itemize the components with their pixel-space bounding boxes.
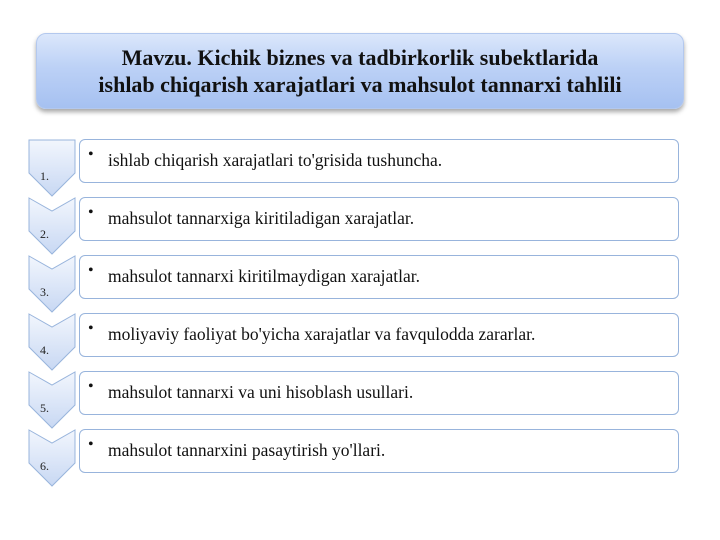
step-number: 4. (40, 343, 49, 357)
step-number: 6. (40, 459, 49, 473)
step-row-6 (0, 429, 720, 487)
bullet-icon: • (88, 378, 94, 395)
step-row-3 (0, 255, 720, 313)
step-text: ishlab chiqarish xarajatlari to'grisida tushuncha. (108, 150, 443, 170)
step-box (79, 371, 679, 415)
chevron-shape-3 (28, 255, 76, 313)
title-line-2: ishlab chiqarish xarajatlari va mahsulot tannarxi tahlili (98, 72, 622, 97)
chevron-shape-1 (28, 139, 76, 197)
bullet-icon: • (88, 262, 94, 279)
step-number: 1. (40, 169, 49, 183)
step-row-4 (0, 313, 720, 371)
bullet-icon: • (88, 146, 94, 163)
chevron-shape-2 (28, 197, 76, 255)
slide-title (98, 44, 621, 98)
bullet-icon: • (88, 204, 94, 221)
step-text: mahsulot tannarxiga kiritiladigan xarajatlar. (108, 208, 415, 228)
chevron-shape-5 (28, 371, 76, 429)
title-box (36, 33, 684, 109)
step-number: 2. (40, 227, 49, 241)
bullet-icon: • (88, 320, 94, 337)
step-box (79, 429, 679, 473)
step-text: mahsulot tannarxi va uni hisoblash usullari. (108, 382, 414, 402)
chevron-shape-6 (28, 429, 76, 487)
step-box (79, 313, 679, 357)
bullet-icon: • (88, 436, 94, 453)
step-box (79, 197, 679, 241)
step-number: 5. (40, 401, 49, 415)
step-row-2 (0, 197, 720, 255)
step-number: 3. (40, 285, 49, 299)
chevron-shape-4 (28, 313, 76, 371)
step-text: mahsulot tannarxini pasaytirish yo'llari. (108, 440, 386, 460)
step-text: mahsulot tannarxi kiritilmaydigan xarajatlar. (108, 266, 420, 286)
step-box (79, 139, 679, 183)
step-row-5 (0, 371, 720, 429)
step-box (79, 255, 679, 299)
step-text: moliyaviy faoliyat bo'yicha xarajatlar va favqulodda zararlar. (108, 324, 536, 344)
title-line-1: Mavzu. Kichik biznes va tadbirkorlik subektlarida (121, 45, 599, 70)
step-row-1 (0, 139, 720, 197)
